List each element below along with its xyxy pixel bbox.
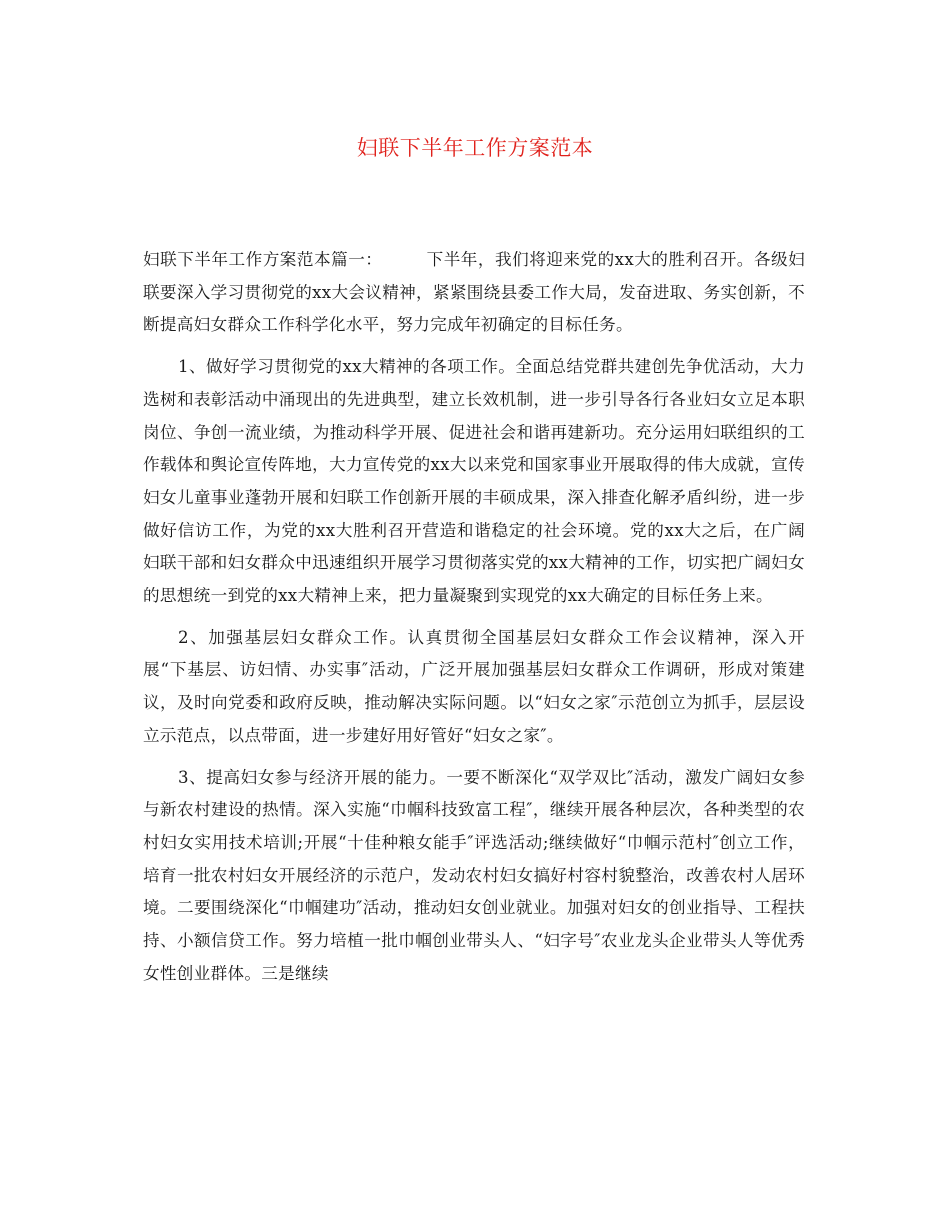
intro-paragraph <box>143 244 805 342</box>
document-title: 妇联下半年工作方案范本 <box>356 136 594 160</box>
paragraph-1: 1、做好学习贯彻党的xx大精神的各项工作。全面总结党群共建创先争优活动，大力选树和表彰活动中涌现出的先进典型，建立长效机制，进一步引导各行各业妇女立足本职岗位、争创一流业绩，为推动科学开展、促进社会和谐再建新功。充分运用妇联组织的工作载体和舆论宣传阵地，大力宣传党的xx大以来党和国家事业开展取得的伟大成就，宣传妇女儿童事业蓬勃开展和妇联工作创新开展的丰硕成果，深入排查化解矛盾纠纷，进一步做好信访工作，为党的xx大胜利召开营造和谐稳定的社会环境。党的xx大之后，在广阔妇联干部和妇女群众中迅速组织开展学习贯彻落实党的xx大精神的工作，切实把广阔妇女的思想统一到党的xx大精神上来，把力量凝聚到实现党的xx大确定的目标任务上来。 <box>143 357 805 606</box>
intro-text: 下半年，我们将迎来党的xx大的胜利召开。各级妇联要深入学习贯彻党的xx大会议精神，紧紧围绕县委工作大局，发奋进取、务实创新，不断提高妇女群众工作科学化水平，努力完成年初确定的目标任务。 <box>143 250 805 335</box>
paragraph-3: 3、提高妇女参与经济开展的能力。一要不断深化“双学双比″活动，激发广阔妇女参与新农村建设的热情。深入实施“巾帼科技致富工程″，继续开展各种层次，各种类型的农村妇女实用技术培训;开展“十佳种粮女能手″评选活动;继续做好“巾帼示范村″创立工作，培育一批农村妇女开展经济的示范户，发动农村妇女搞好村容村貌整治，改善农村人居环境。二要围绕深化“巾帼建功″活动，推动妇女创业就业。加强对妇女的创业指导、工程扶持、小额信贷工作。努力培植一批巾帼创业带头人、“妇字号″农业龙头企业带头人等优秀女性创业群体。三是继续 <box>143 767 805 983</box>
intro-label: 妇联下半年工作方案范本篇一： <box>143 250 383 269</box>
document-body <box>143 244 805 999</box>
paragraph-2: 2、加强基层妇女群众工作。认真贯彻全国基层妇女群众工作会议精神，深入开展“下基层、访妇情、办实事″活动，广泛开展加强基层妇女群众工作调研，形成对策建议，及时向党委和政府反映，推动解决实际问题。以“妇女之家″示范创立为抓手，层层设立示范点，以点带面，进一步建好用好管好“妇女之家″。 <box>143 627 805 745</box>
